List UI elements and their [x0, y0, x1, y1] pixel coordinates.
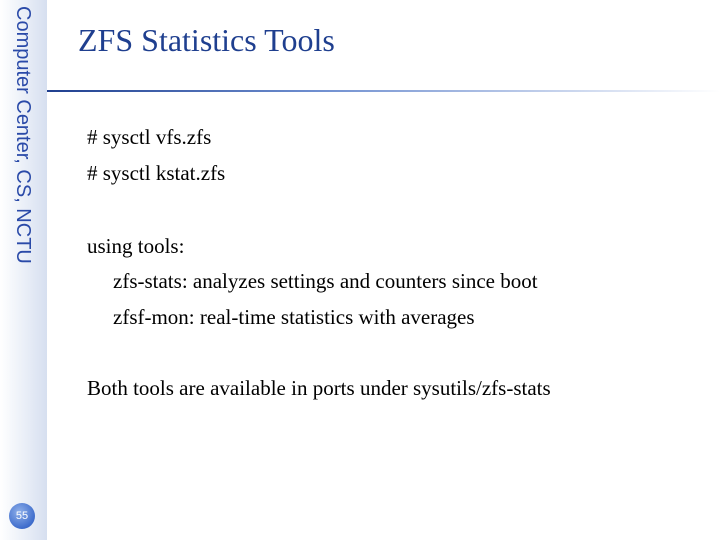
tools-heading: using tools:	[87, 234, 185, 258]
ports-note: Both tools are available in ports under sysutils/zfs-stats	[87, 376, 551, 400]
sidebar-org-text: Computer Center, CS, NCTU	[12, 6, 34, 264]
page-number-badge: 55	[9, 503, 35, 529]
command-line: # sysctl vfs.zfs	[87, 125, 212, 149]
command-line: # sysctl kstat.zfs	[87, 161, 226, 185]
title-divider	[47, 90, 720, 92]
tool-item: zfs-stats: analyzes settings and counters since boot	[113, 269, 538, 293]
sidebar	[0, 0, 47, 540]
tool-item: zfsf-mon: real-time statistics with averages	[113, 305, 475, 329]
slide-title: ZFS Statistics Tools	[78, 22, 335, 58]
